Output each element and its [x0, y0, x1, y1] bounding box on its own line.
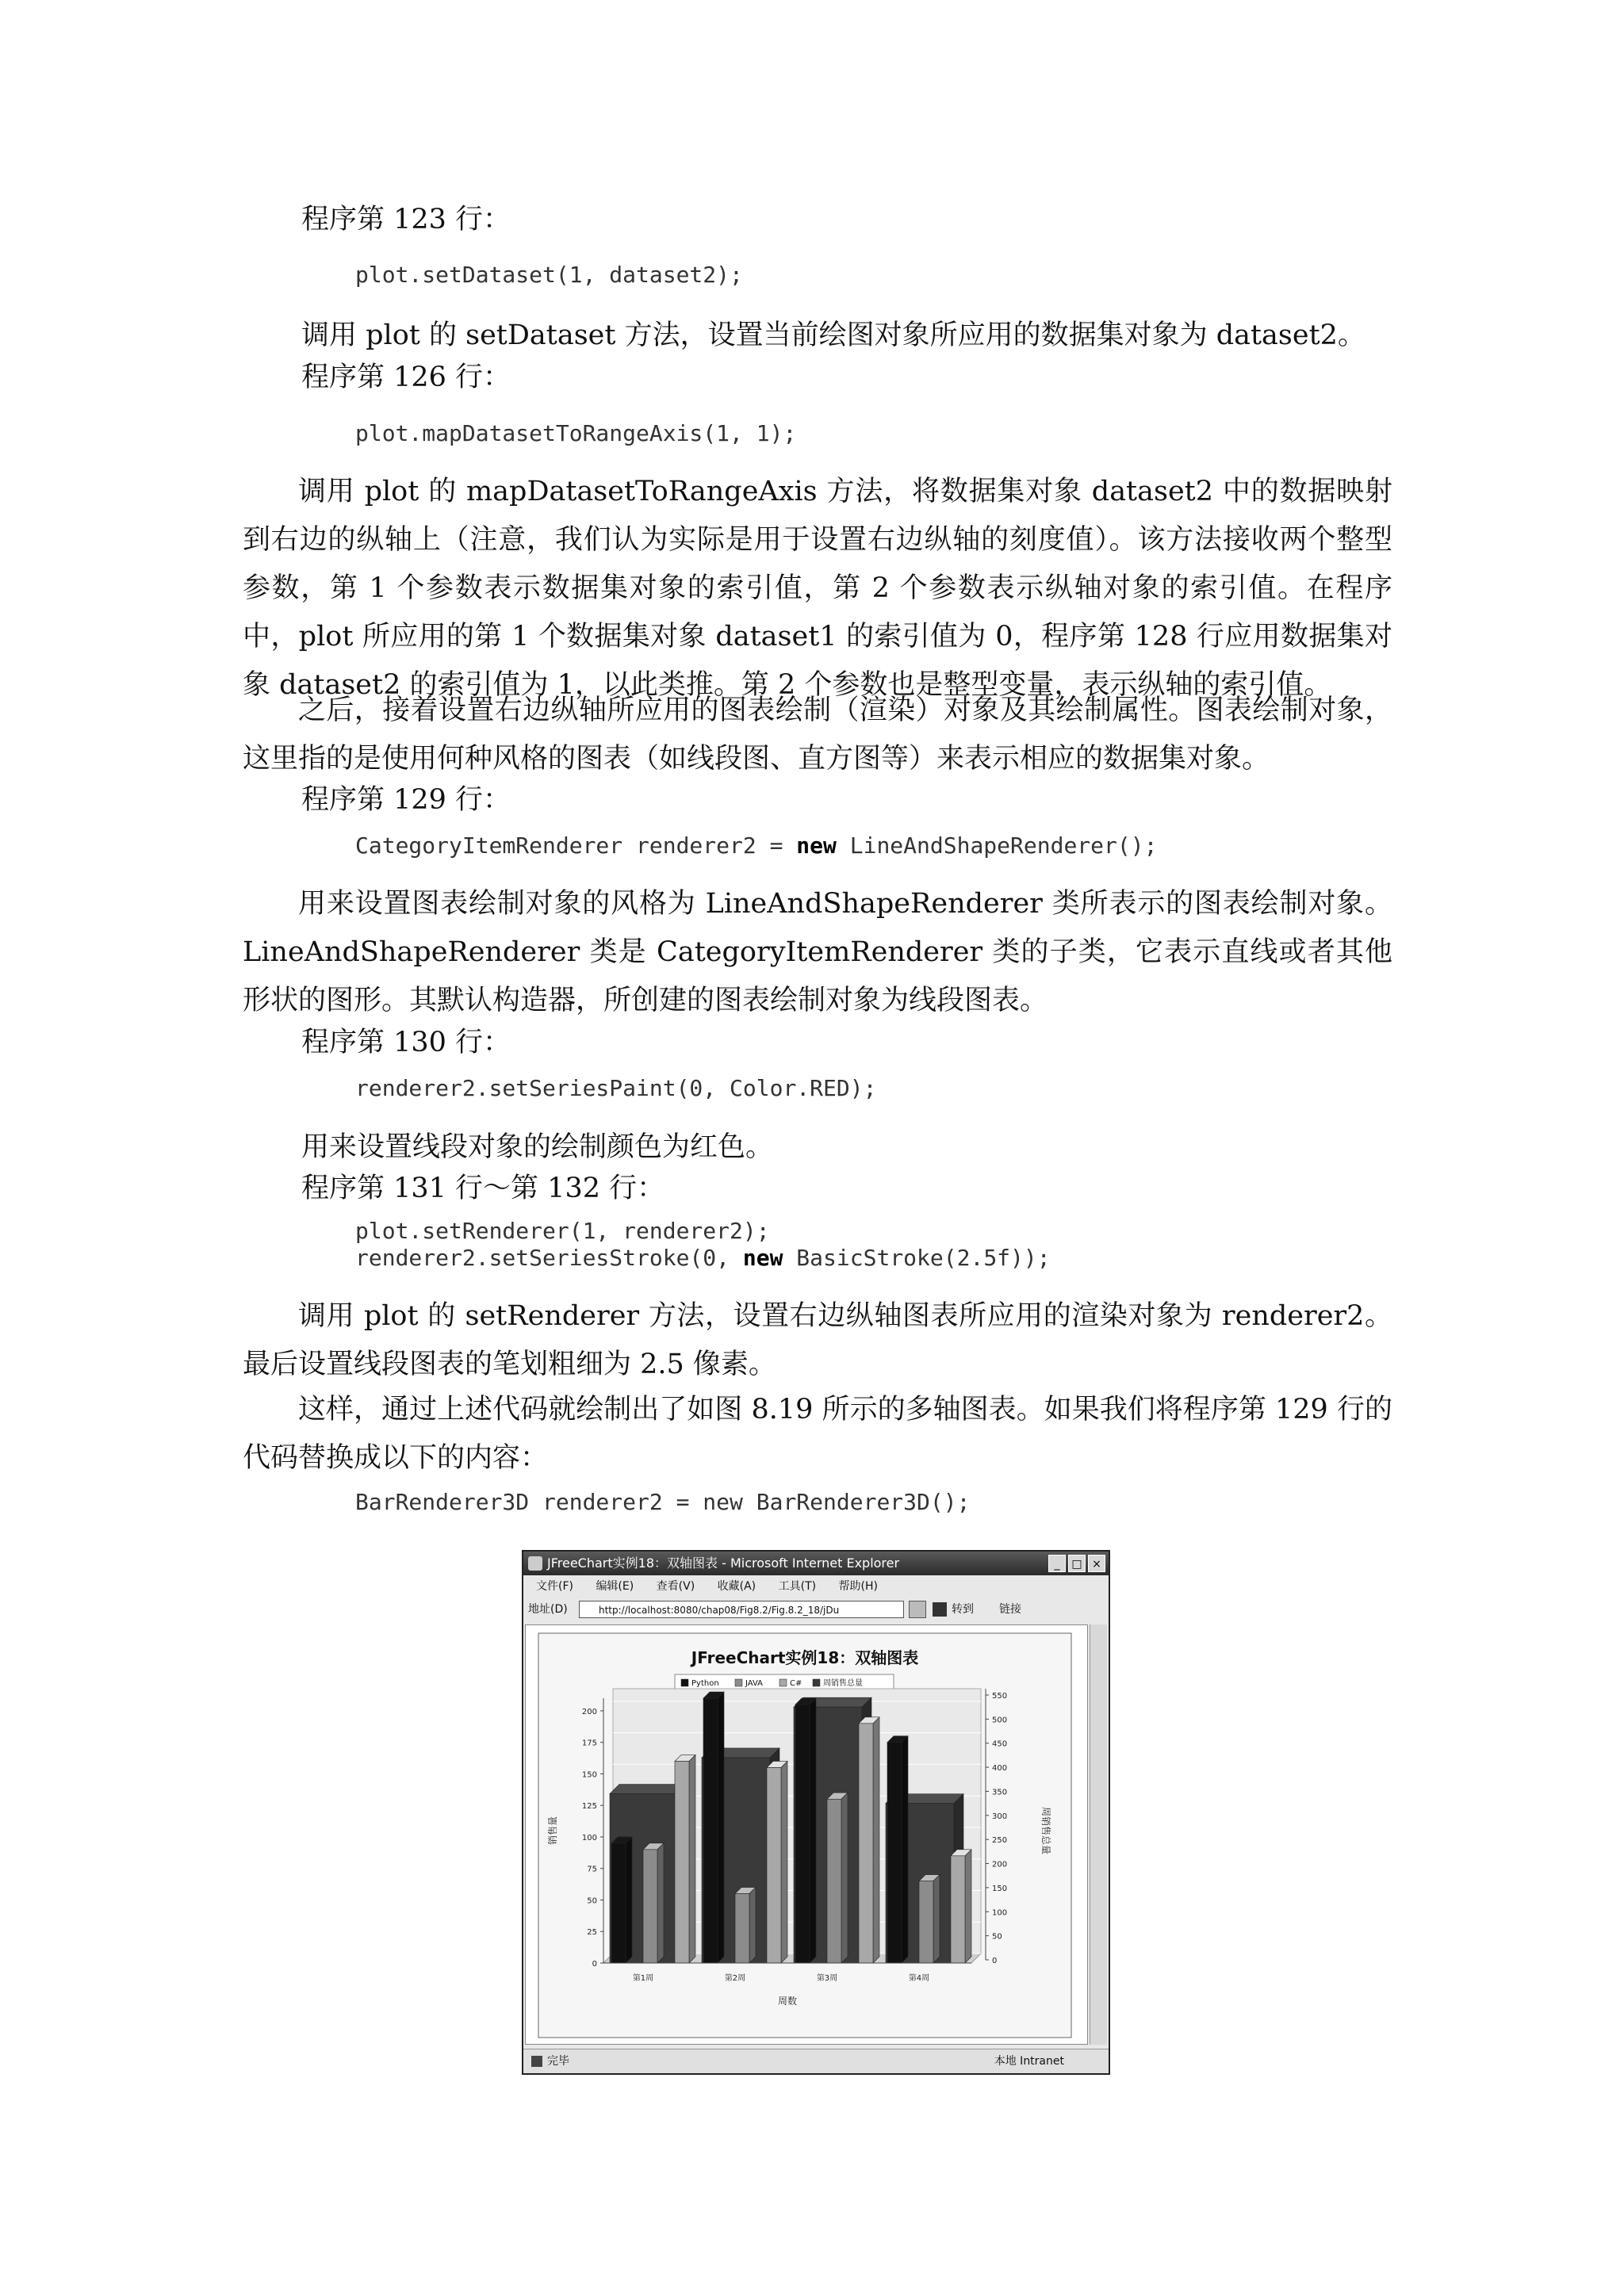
code-line-7: BarRenderer3D renderer2 = new BarRenderer3D(); — [355, 1489, 971, 1515]
status-text: 完毕 — [547, 2055, 569, 2068]
y2-tick-label: 500 — [992, 1716, 1008, 1725]
bar-python — [887, 1743, 902, 1963]
links-button[interactable]: 链接 — [999, 1603, 1021, 1616]
y2-tick-label: 450 — [992, 1739, 1008, 1749]
legend-swatch — [779, 1679, 787, 1686]
bar-python-side — [902, 1736, 908, 1963]
legend-swatch — [681, 1679, 688, 1686]
x-tick-label: 第3周 — [816, 1974, 838, 1983]
x-axis-label: 周数 — [777, 1996, 798, 2007]
x-tick-label: 第4周 — [908, 1974, 930, 1983]
y2-tick-label: 0 — [992, 1957, 998, 1965]
window-titlebar — [523, 1552, 1109, 1575]
code-line-3 — [355, 832, 1157, 859]
y2-axis-label: 周销售总量 — [1040, 1806, 1051, 1855]
text-line-1: 程序第 123 行： — [301, 204, 511, 235]
menu-file[interactable]: 文件(F) — [536, 1580, 573, 1593]
vertical-scrollbar[interactable] — [1090, 1624, 1107, 2045]
y-tick-label: 25 — [587, 1928, 597, 1938]
y-tick-label: 0 — [592, 1960, 597, 1969]
y2-tick-label: 150 — [992, 1884, 1008, 1893]
ie-logo-icon — [528, 1556, 542, 1571]
bar-java — [919, 1881, 933, 1963]
close-icon[interactable]: × — [1088, 1555, 1105, 1572]
legend-label: 周销售总量 — [823, 1679, 863, 1688]
bar-ccs-side — [689, 1755, 695, 1963]
page-content — [525, 1624, 1088, 2045]
menu-tools[interactable]: 工具(T) — [778, 1580, 817, 1593]
y-tick-label: 100 — [581, 1833, 597, 1843]
y-tick-label: 50 — [587, 1896, 597, 1906]
menu-help[interactable]: 帮助(H) — [838, 1580, 878, 1593]
y2-tick-label: 300 — [992, 1812, 1008, 1821]
code-line-2: plot.mapDatasetToRangeAxis(1, 1); — [355, 420, 797, 446]
bar-python — [795, 1705, 810, 1963]
y2-tick-label: 200 — [992, 1860, 1008, 1869]
y2-tick-label: 550 — [992, 1692, 1008, 1701]
paragraph-2: 之后，接着设置右边纵轴所应用的图表绘制（渲染）对象及其绘制属性。图表绘制对象，这里指的是使用何种风格的图表（如线段图、直方图等）来表示相应的数据集对象。 — [243, 695, 1392, 775]
paragraph-5: 这样，通过上述代码就绘制出了如图 8.19 所示的多轴图表。如果我们将程序第 129 行的代码替换成以下的内容： — [243, 1394, 1392, 1474]
bar-python-side — [718, 1692, 724, 1963]
bar-java — [827, 1799, 841, 1963]
text-line-4: 程序第 129 行： — [301, 784, 511, 816]
bar-java-side — [657, 1843, 664, 1963]
y-tick-label: 200 — [581, 1707, 597, 1716]
window-title: JFreeChart实例18：双轴图表 - Microsoft Internet Explorer — [547, 1556, 900, 1571]
menu-edit[interactable]: 编辑(E) — [596, 1580, 634, 1593]
legend-label: Python — [691, 1679, 719, 1688]
paragraph-4: 调用 plot 的 setRenderer 方法，设置右边纵轴图表所应用的渲染对象为 renderer2。最后设置线段图表的笔划粗细为 2.5 像素。 — [243, 1300, 1392, 1380]
y2-tick-label: 400 — [992, 1764, 1008, 1774]
code-part: CategoryItemRenderer renderer2 = — [355, 832, 797, 859]
bar-python-side — [626, 1837, 632, 1963]
text-line-3: 程序第 126 行： — [301, 362, 511, 393]
bar-python-side — [810, 1698, 816, 1963]
maximize-icon[interactable]: □ — [1068, 1555, 1086, 1572]
bar-ccs-side — [873, 1717, 879, 1963]
bar-java-side — [841, 1793, 848, 1963]
text-line-2: 调用 plot 的 setDataset 方法，设置当前绘图对象所应用的数据集对象为 dataset2。 — [301, 320, 1365, 351]
ie-window — [522, 1550, 1110, 2075]
y2-tick-label: 350 — [992, 1788, 1008, 1797]
text-line-6: 用来设置线段对象的绘制颜色为红色。 — [301, 1131, 774, 1163]
bar-ccs-side — [965, 1850, 971, 1963]
status-bar — [523, 2049, 1109, 2073]
code-line-6 — [355, 1245, 1051, 1272]
y2-tick-label: 250 — [992, 1836, 1008, 1846]
y2-tick-label: 50 — [992, 1932, 1002, 1942]
address-bar — [523, 1598, 1109, 1621]
bar-ccs — [951, 1856, 965, 1963]
paragraph-1: 调用 plot 的 mapDatasetToRangeAxis 方法，将数据集对象 dataset2 中的数据映射到右边的纵轴上（注意，我们认为实际是用于设置右边纵轴的刻度值）。该方法接收两个整型参数，第 1 个参数表示数据集对象的索引值，第 2 个参数表示纵轴对象的索引值。在程序中，plot 所应用的第 1 个数据集对象 dataset1 的索引值为 0，程序第 128 行应用数据集对象 dataset2 的索引值为 1，以此类推。第 2 个参数也是整型变量，表示纵轴的索引值。 — [243, 476, 1392, 701]
y2-tick-label: 100 — [992, 1908, 1008, 1918]
code-keyword: new — [742, 1245, 783, 1271]
legend-label: JAVA — [745, 1679, 764, 1688]
code-line-5: plot.setRenderer(1, renderer2); — [355, 1218, 770, 1244]
x-tick-label: 第1周 — [632, 1974, 654, 1983]
address-dropdown-icon[interactable] — [909, 1601, 926, 1618]
text-line-7: 程序第 131 行～第 132 行： — [301, 1173, 665, 1204]
y-tick-label: 125 — [581, 1802, 597, 1812]
code-line-1: plot.setDataset(1, dataset2); — [355, 262, 743, 288]
go-arrow-icon[interactable] — [933, 1602, 947, 1617]
paragraph-3: 用来设置图表绘制对象的风格为 LineAndShapeRenderer 类所表示的图表绘制对象。LineAndShapeRenderer 类是 CategoryItemRenderer 类的子类，它表示直线或者其他形状的图形。其默认构造器，所创建的图表绘制对象为线段图表。 — [243, 888, 1392, 1016]
address-input[interactable]: http://localhost:8080/chap08/Fig8.2/Fig.8.2_18/jDu — [579, 1601, 904, 1618]
dual-axis-chart — [526, 1625, 1086, 2042]
code-keyword: new — [796, 832, 837, 859]
menu-bar — [523, 1577, 1109, 1596]
bar-ccs-side — [781, 1761, 787, 1963]
legend-swatch — [813, 1679, 820, 1686]
legend-label: C# — [790, 1679, 802, 1688]
go-button[interactable]: 转到 — [952, 1603, 974, 1616]
code-part: LineAndShapeRenderer(); — [836, 832, 1158, 859]
code-line-4: renderer2.setSeriesPaint(0, Color.RED); — [355, 1075, 877, 1101]
text-line-5: 程序第 130 行： — [301, 1027, 511, 1058]
code-part: renderer2.setSeriesStroke(0, — [355, 1245, 743, 1271]
bar-python — [611, 1843, 626, 1963]
code-part: BasicStroke(2.5f)); — [783, 1245, 1051, 1271]
y-tick-label: 175 — [581, 1739, 597, 1748]
y-axis-label: 销售量 — [547, 1816, 558, 1846]
bar-java-side — [933, 1875, 940, 1963]
page-icon — [531, 2056, 542, 2067]
x-tick-label: 第2周 — [724, 1974, 746, 1983]
menu-view[interactable]: 查看(V) — [656, 1580, 695, 1593]
legend-swatch — [735, 1679, 742, 1686]
bar-ccs — [767, 1767, 781, 1963]
bar-ccs — [675, 1762, 689, 1963]
bar-java — [735, 1894, 749, 1963]
bar-ccs — [859, 1724, 873, 1963]
minimize-icon[interactable]: _ — [1048, 1555, 1066, 1572]
address-label: 地址(D) — [528, 1603, 568, 1616]
zone-text: 本地 Intranet — [994, 2055, 1064, 2068]
bar-java-side — [749, 1888, 756, 1963]
chart-title: JFreeChart实例18：双轴图表 — [691, 1648, 919, 1667]
y-tick-label: 150 — [581, 1770, 597, 1780]
bar-python — [703, 1698, 718, 1963]
y-tick-label: 75 — [587, 1865, 597, 1874]
menu-favorites[interactable]: 收藏(A) — [717, 1580, 756, 1593]
bar-java — [643, 1850, 657, 1963]
